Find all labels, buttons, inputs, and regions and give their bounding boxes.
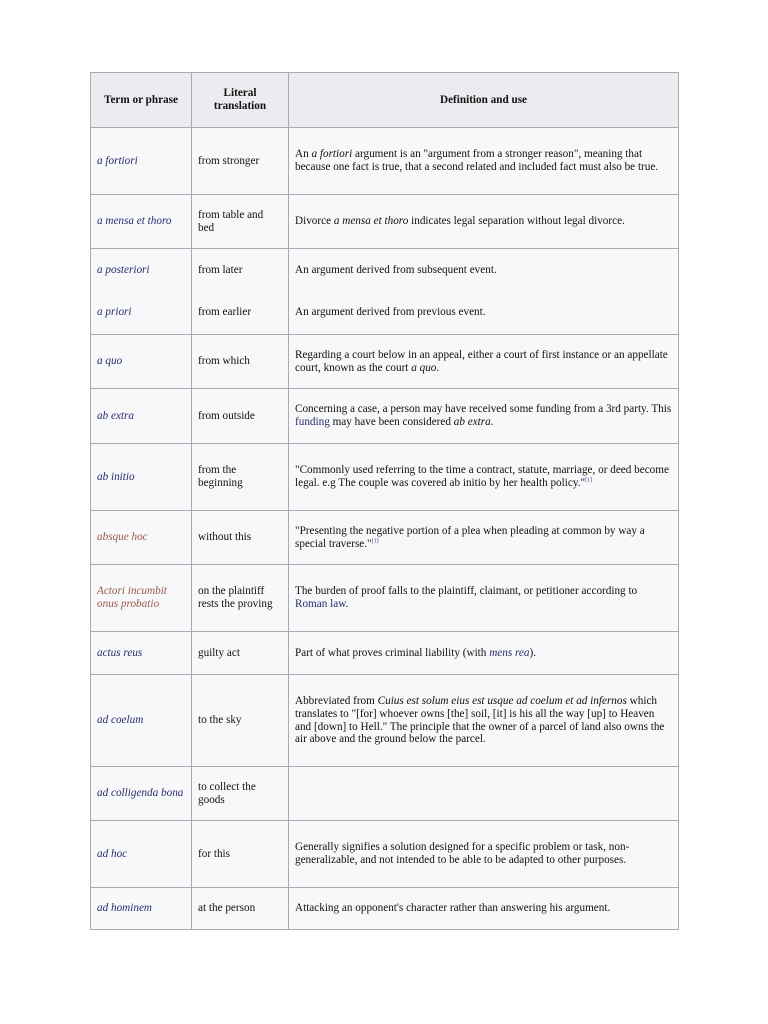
definition-text: Regarding a court below in an appeal, either a court of first instance or an appellate court, known as the court [295,348,668,374]
definition-cell [289,632,679,675]
definition-cell [289,767,679,821]
header-row [91,73,679,128]
table-row [91,128,679,195]
definition-text: . [490,416,494,428]
definition-text: . [345,598,349,610]
term-link[interactable]: a quo [91,335,192,389]
definition-cell [289,335,679,389]
term-link[interactable]: ad hominem [91,888,192,930]
literal-cell: from outside [192,389,289,444]
term-link[interactable]: ab initio [91,444,192,511]
term-link[interactable]: ad hoc [91,821,192,888]
table-row [91,767,679,821]
definition-emphasis: a quo [411,361,437,374]
literal-cell: from table and bed [192,195,289,249]
literal-cell: from which [192,335,289,389]
header-definition: Definition and use [289,73,679,128]
literal-cell: from stronger [192,128,289,195]
header-literal: Literal translation [192,73,289,128]
definition-text: Concerning a case, a person may have received some funding from a 3rd party. This [295,403,672,416]
term-link[interactable]: ad colligenda bona [91,767,192,821]
table-row [91,821,679,888]
term-link-missing[interactable]: Actori incumbit onus probatio [91,565,192,632]
definition-text: "Presenting the negative portion of a plea when pleading at common by way a special traverse." [295,524,645,550]
literal-cell: to the sky [192,675,289,767]
table-row [91,632,679,675]
definition-cell: An argument derived from previous event. [289,292,679,335]
definition-text: ). [529,646,537,659]
table-row [91,511,679,565]
table-row [91,565,679,632]
definition-cell: An argument derived from subsequent event. [289,249,679,292]
table-row [91,675,679,767]
definition-cell [289,511,679,565]
literal-cell: on the plaintiff rests the proving [192,565,289,632]
definition-emphasis: a mensa et thoro [333,215,409,228]
table-row [91,249,679,292]
header-term: Term or phrase [91,73,192,128]
reference-link[interactable]: [1] [585,477,593,484]
literal-cell: at the person [192,888,289,930]
literal-cell: without this [192,511,289,565]
roman-law-link[interactable]: Roman law [295,598,346,610]
definition-text: Part of what proves criminal liability (with [295,646,490,659]
literal-cell: from the beginning [192,444,289,511]
literal-cell: for this [192,821,289,888]
definition-text: An [295,148,312,161]
definition-emphasis: ab extra [453,416,491,428]
table-row [91,888,679,930]
definition-text: The burden of proof falls to the plaintiff, claimant, or petitioner according to [295,585,638,598]
term-link[interactable]: ab extra [91,389,192,444]
table-row [91,335,679,389]
literal-cell: from earlier [192,292,289,335]
definition-cell: Attacking an opponent's character rather than answering his argument. [289,888,679,930]
table-row [91,292,679,335]
term-link-missing[interactable]: absque hoc [91,511,192,565]
definition-cell [289,389,679,444]
definition-cell [289,195,679,249]
literal-cell: to collect the goods [192,767,289,821]
definition-text: "Commonly used referring to the time a contract, statute, marriage, or deed become legal. e.g The couple was covered ab initio by her health policy." [295,464,669,489]
definition-cell: Generally signifies a solution designed for a specific problem or task, non-generalizable, and not intended to be able to be adapted to other purposes. [289,821,679,888]
definition-emphasis: a fortiori [311,148,353,161]
term-link[interactable]: a mensa et thoro [91,195,192,249]
term-link[interactable]: a priori [91,292,192,335]
term-link[interactable]: ad coelum [91,675,192,767]
literal-cell: from later [192,249,289,292]
term-link[interactable]: a fortiori [91,128,192,195]
table-row [91,389,679,444]
definition-text: Divorce [295,215,334,228]
definition-cell [289,444,679,511]
term-link[interactable]: actus reus [91,632,192,675]
definition-text: may have been considered [329,416,454,428]
reference-link[interactable]: [1] [371,537,379,544]
definition-text: . [436,361,440,374]
table-row [91,195,679,249]
definition-cell [289,565,679,632]
term-link[interactable]: a posteriori [91,249,192,292]
table-row [91,444,679,511]
definition-emphasis: Cuius est solum eius est usque ad coelum et ad infernos [377,695,627,708]
definition-cell [289,128,679,195]
legal-terms-table [90,72,679,930]
literal-cell: guilty act [192,632,289,675]
definition-text: Abbreviated from [295,695,378,708]
funding-link[interactable]: funding [295,416,330,428]
definition-text: indicates legal separation without legal divorce. [408,215,625,228]
definition-text: argument is an "argument from a stronger reason", meaning that because one fact is true, that a second related and included fact must also be true. [295,148,659,173]
definition-text: which translates to "[for] whoever owns [the] soil, [it] is his all the way [up] to Heaven and [down] to Hell." The principle that the owner of a parcel of land also owns the air above and the ground below the parcel. [295,695,665,746]
definition-cell [289,675,679,767]
mens-rea-link[interactable]: mens rea [489,646,530,659]
